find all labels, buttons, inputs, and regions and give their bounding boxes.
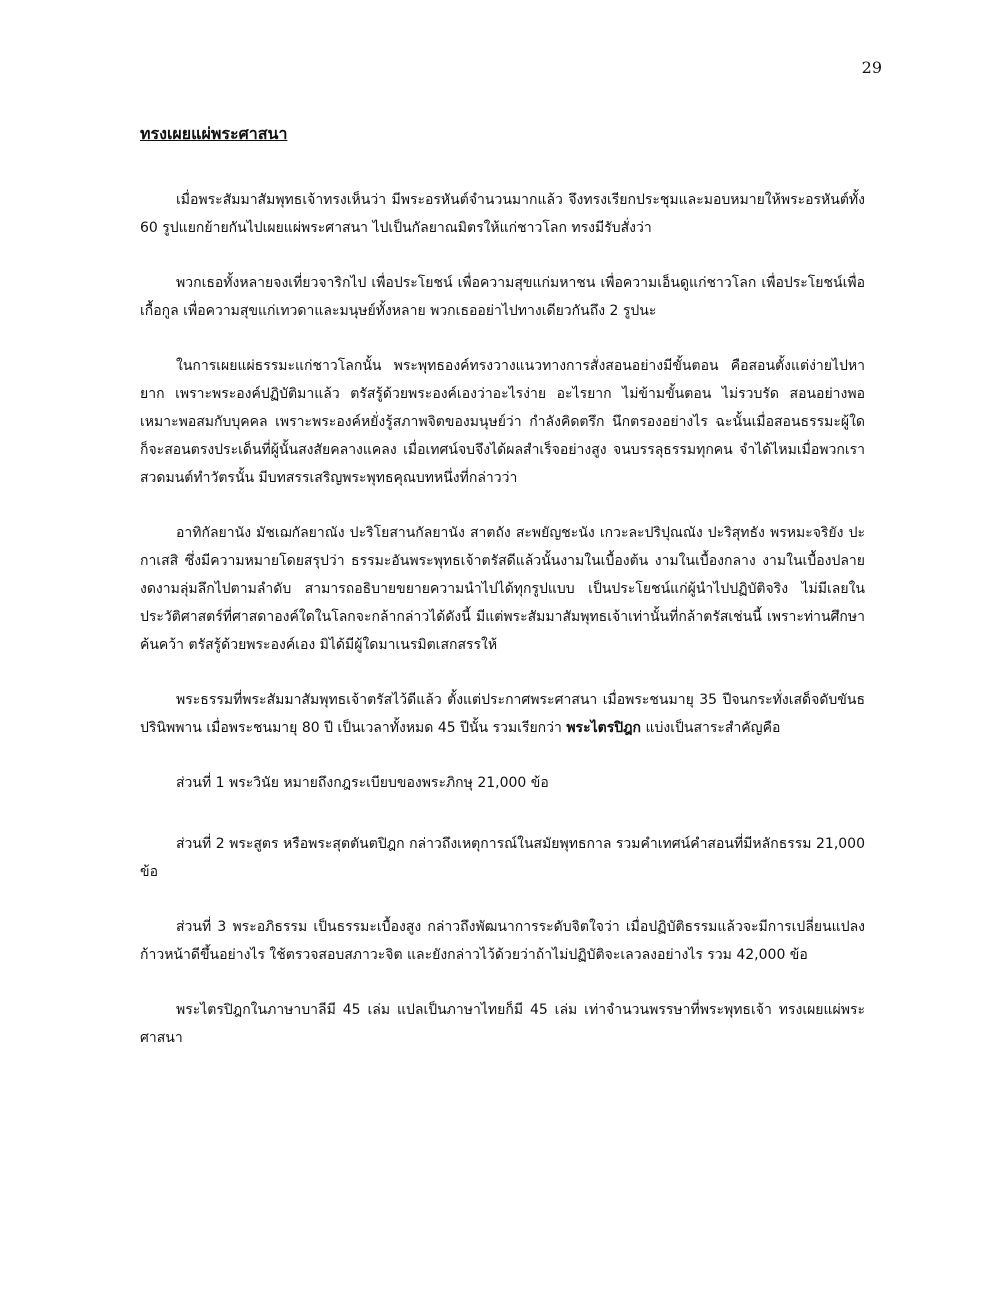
section-heading: ทรงเผยแผ่พระศาสนา (140, 124, 288, 143)
paragraph-5-text-after: แบ่งเป็นสาระสำคัญคือ (641, 720, 781, 736)
paragraph-5-text-before: พระธรรมที่พระสัมมาสัมพุทธเจ้าตรัสไว้ดีแล้ว ตั้งแต่ประกาศพระศาสนา เมื่อพระชนมายุ 35 ปีจนกระทั่งเสด็จดับขันธปรินิพพาน เมื่อพระชนมายุ 80 ปี เป็นเวลาทั้งหมด 45 ปีนั้น รวมเรียกว่า (140, 692, 865, 736)
paragraph-abhidhamma: ส่วนที่ 3 พระอภิธรรม เป็นธรรมะเบื้องสูง กล่าวถึงพัฒนาการระดับจิตใจว่า เมื่อปฏิบัติธรรมแล้วจะมีการเปลี่ยนแปลงก้าวหน้าดีขึ้นอย่างไร ใช้ตรวจสอบสภาวะจิต และยังกล่าวไว้ด้วยว่าถ้าไม่ปฏิบัติจะเลวลงอย่างไร รวม 42,000 ข้อ (140, 919, 865, 963)
paragraph-vinaya: ส่วนที่ 1 พระวินัย หมายถึงกฎระเบียบของพระภิกษุ 21,000 ข้อ (176, 775, 549, 791)
paragraph-1: เมื่อพระสัมมาสัมพุทธเจ้าทรงเห็นว่า มีพระอรหันต์จำนวนมากแล้ว จึงทรงเรียกประชุมและมอบหมายให้พระอรหันต์ทั้ง 60 รูปแยกย้ายกันไปเผยแผ่พระศาสนา ไปเป็นกัลยาณมิตรให้แก่ชาวโลก ทรงมีรับสั่งว่า (140, 192, 865, 236)
paragraph-4: อาทิกัลยานัง มัชเฌกัลยาณัง ปะริโยสานกัลยานัง สาตถัง สะพยัญชะนัง เกวะละปริปุณณัง ปะริสุทธัง พรหมะจริยัง ปะกาเสสิ ซึ่งมีความหมายโดยสรุปว่า ธรรมะอันพระพุทธเจ้าตรัสดีแล้วนั้นงามในเบื้องต้น งามในเบื้องกลาง งามในเบื้องปลาย งดงามลุ่มลึกไปตามลำดับ สามารถอธิบายขยายความนำไปได้ทุกรูปแบบ เป็นประโยชน์แก่ผู้นำไปปฏิบัติจริง ไม่มีเลยในประวัติศาสตร์ที่ศาสดาองค์ใดในโลกจะกล้ากล่าวได้ดังนี้ มีแต่พระสัมมาสัมพุทธเจ้าเท่านั้นที่กล้าตรัสเช่นนี้ เพราะท่านศึกษาค้นคว้า ตรัสรู้ด้วยพระองค์เอง มิได้มีผู้ใดมาเนรมิตเสกสรรให้ (140, 525, 865, 653)
paragraph-sutta: ส่วนที่ 2 พระสูตร หรือพระสุตตันตปิฎก กล่าวถึงเหตุการณ์ในสมัยพุทธกาล รวมคำเทศน์คำสอนที่มีหลักธรรม 21,000 ข้อ (140, 836, 865, 880)
tipitaka-term: พระไตรปิฎก (566, 720, 642, 736)
paragraph-tipitaka-volumes: พระไตรปิฎกในภาษาบาลีมี 45 เล่ม แปลเป็นภาษาไทยก็มี 45 เล่ม เท่าจำนวนพรรษาที่พระพุทธเจ้า ทรงเผยแผ่พระศาสนา (140, 1002, 865, 1046)
paragraph-5 (140, 686, 865, 742)
page-content (140, 122, 865, 1079)
paragraph-3: ในการเผยแผ่ธรรมะแก่ชาวโลกนั้น พระพุทธองค์ทรงวางแนวทางการสั่งสอนอย่างมีขั้นตอน คือสอนตั้งแต่ง่ายไปหายาก เพราะพระองค์ปฏิบัติมาแล้ว ตรัสรู้ด้วยพระองค์เองว่าอะไรง่าย อะไรยาก ไม่ข้ามขั้นตอน ไม่รวบรัด สอนอย่างพอเหมาะพอสมกับบุคคล เพราะพระองค์หยั่งรู้สภาพจิตของมนุษย์ว่า กำลังคิดตรึก นึกตรองอย่างไร ฉะนั้นเมื่อสอนธรรมะผู้ใด ก็จะสอนตรงประเด็นที่ผู้นั้นสงสัยคลางแคลง เมื่อเทศน์จบจึงได้ผลสำเร็จอย่างสูง จนบรรลุธรรมทุกคน จำได้ไหมเมื่อพวกเราสวดมนต์ทำวัตรนั้น มีบทสรรเสริญพระพุทธคุณบทหนึ่งที่กล่าวว่า (140, 358, 865, 486)
paragraph-2: พวกเธอทั้งหลายจงเที่ยวจาริกไป เพื่อประโยชน์ เพื่อความสุขแก่มหาชน เพื่อความเอ็นดูแก่ชาวโลก เพื่อประโยชน์เพื่อเกื้อกูล เพื่อความสุขแก่เทวดาและมนุษย์ทั้งหลาย พวกเธออย่าไปทางเดียวกันถึง 2 รูปนะ (140, 275, 865, 319)
page-number: 29 (861, 58, 882, 77)
